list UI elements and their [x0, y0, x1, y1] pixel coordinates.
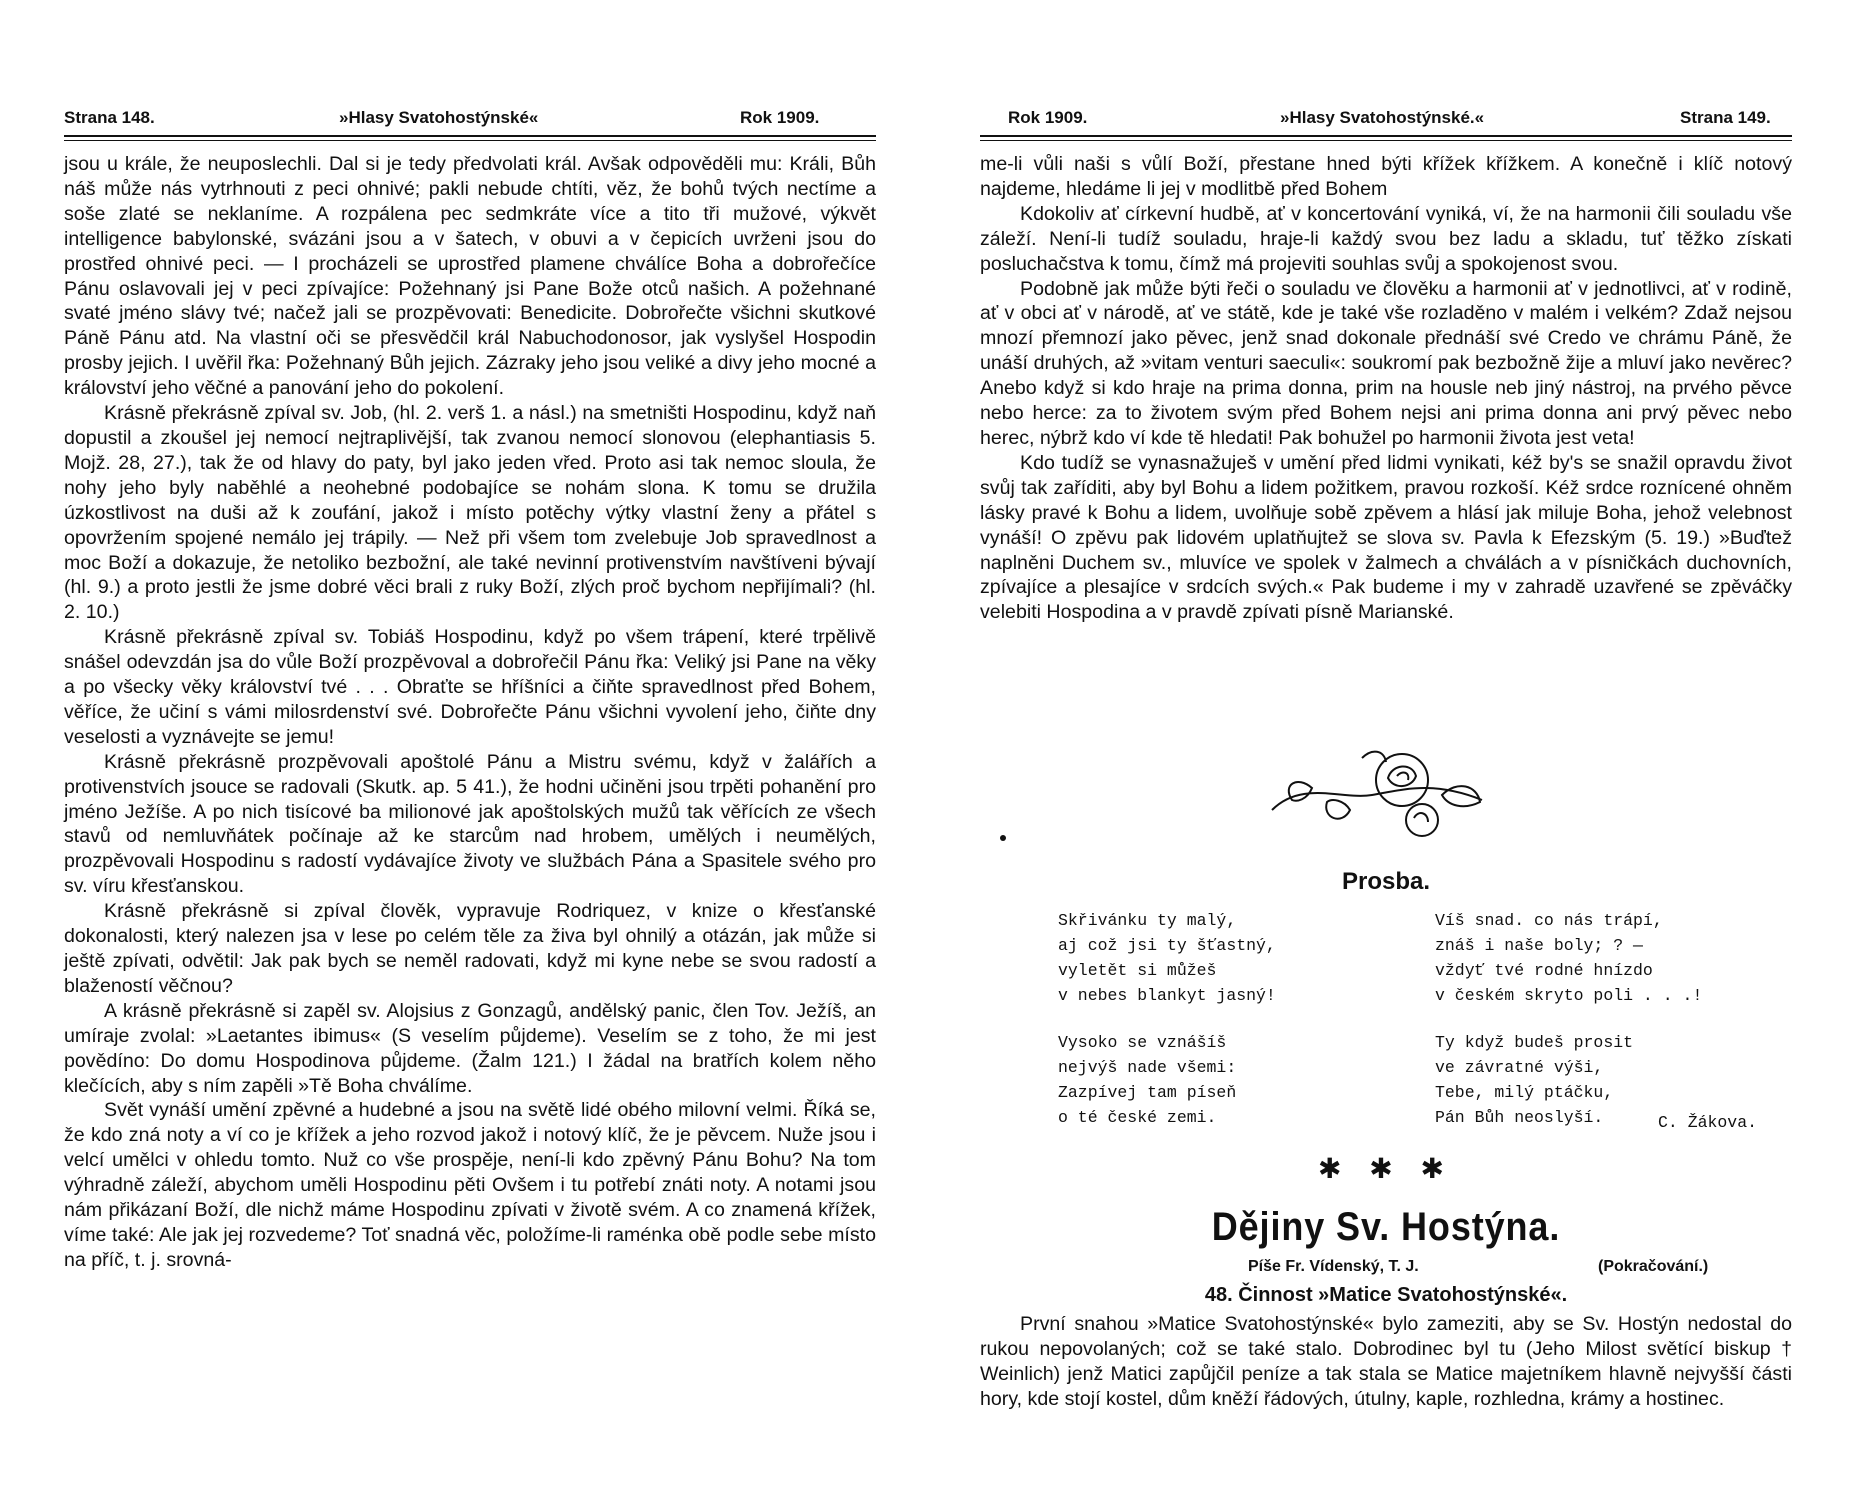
section-heading: 48. Činnost »Matice Svatohostýnské«.	[1204, 1284, 1568, 1306]
paragraph: Kdo tudíž se vynasnažuješ v umění před lidmi vynikati, kéž by's se snažil opravdu život svůj tak zaříditi, aby byl Bohu a lidem požitkem, pravou rozkoší. Kéž srdce roznícené ohněm lásky pravé k Bohu a lidem, uvolňuje sobě zpěvem a hlásí jak miluje Boha, jehož velebnost vynáší! O zpěvu pak lidovém uplatňujtež se slova sv. Pavla k Efezským (5. 19.) »Buďtež naplněni Duchem sv., mluvíce ve spolek v žalmech a chválách a v písničkách duchovních, zpívajíce a plesajíce v srdcích svých.« Pak budeme i my v zahradě uzavřené se zpěváčky velebiti Hospodina a v pravdě zpívati písně Marianské.	[980, 451, 1792, 624]
page-number: Strana 149.	[1680, 108, 1771, 127]
poem-line: v nebes blankyt jasný!	[1058, 986, 1276, 1005]
ink-dot	[1000, 835, 1006, 841]
paragraph: První snahou »Matice Svatohostýnské« bylo zameziti, aby se Sv. Hostýn nedostal do rukou nepovolaných; což se také stalo. Dobrodinec byl tu (Jeho Milost světící biskup † Weinlich) jenž Matici zapůjčil peníze a tak stala se Matice majetníkem hlavně nejvyšší části hory, kde stojí kostel, dům kněží řádových, útulny, kaple, rozhledna, krámy a hostinec.	[980, 1313, 1792, 1410]
poem-line: Skřivánku ty malý,	[1058, 911, 1237, 930]
paragraph: Krásně překrásně prozpěvovali apoštolé Pánu a Mistru svému, když v žalářích a protivenstvích jsouce se radovali (Skutk. ap. 5 41.), že hodni učiněni jsou trpěti pohanění pro jméno Ježíše. A po nich tisícové ba milionové jak apoštolských mužů tak věřících ze všech stavů od nemluvňátek počínaje až ke starcům nad hrobem, umělých i neumělých, prozpěvovali Hospodinu s radostí vydávajíce životy ve službách Pána a Spasitele svého pro sv. víru křesťanskou.	[64, 750, 876, 898]
left-body	[64, 152, 876, 1273]
paragraph: Podobně jak může býti řeči o souladu ve člověku a harmonii ať v jednotlivci, ať v rodině, ať v obci ať v národě, ať ve státě, kde je také vše rozladěno v malém i velkém? Zdaž nejsou mnozí přemnozí jako pěvec, jenž snad dokonale přednáší své Credo ve chrámu Páně, že unáší druhých, až »vitam venturi saeculi«: soukromí pak bezbožně žije a mluví jako nevěrec? Anebo když si kdo hraje na prima donna, prim na housle neb jiný nástroj, na prvého pěvce nebo herce: za to životem svým před Bohem nejsi ani prima donna ani prvý pěvec nebo herec, nýbrž kdo ví kde tě hledati! Pak bohužel po harmonii života jest veta!	[980, 277, 1792, 449]
poem-column-1	[1058, 908, 1276, 1130]
poem-line: Vysoko se vznášíš	[1058, 1033, 1227, 1052]
rose-ornament	[1252, 740, 1512, 850]
header-rule	[980, 135, 1792, 137]
page-header	[64, 108, 874, 136]
byline: Píše Fr. Vídenský, T. J.	[1248, 1258, 1419, 1275]
section-stars: ✱ ✱ ✱	[1318, 1153, 1454, 1184]
poem-author: C. Žákova.	[1658, 1113, 1758, 1132]
year: Rok 1909.	[740, 108, 820, 127]
paragraph: Krásně překrásně si zpíval člověk, vypravuje Rodriquez, v knize o křesťanské dokonalosti, který nalezen jsa v lese po celém těle za živa byl ohnilý a otázán, jak může si ještě zpívati, odvětil: Jak pak bych se neměl radovati, když mi kyne nebe se svou radostí a blažeností věčnou?	[64, 900, 876, 997]
journal-title: »Hlasy Svatohostýnské«	[339, 108, 539, 127]
poem-line: ve závratné výši,	[1435, 1058, 1604, 1077]
poem-line: vyletět si můžeš	[1058, 961, 1217, 980]
article-title: Dějiny Sv. Hostýna.	[1211, 1205, 1561, 1249]
year: Rok 1909.	[1008, 108, 1088, 127]
poem-line: znáš i naše boly; ? —	[1435, 936, 1643, 955]
page-number: Strana 148.	[64, 108, 155, 127]
header-rule-thin	[980, 140, 1792, 141]
poem-line: o té české zemi.	[1058, 1108, 1217, 1127]
paragraph: me-li vůli naši s vůlí Boží, přestane hned býti křížek křížkem. A konečně i klíč notový najdeme, hledáme li jej v modlitbě před Bohem	[980, 153, 1792, 200]
poem-line: Pán Bůh neoslyší.	[1435, 1108, 1604, 1127]
header-rule-thin	[64, 140, 876, 141]
paragraph: Krásně překrásně zpíval sv. Job, (hl. 2. verš 1. a násl.) na smetništi Hospodinu, když naň dopustil a zkoušel jej nemocí nejtraplivější, tak zvanou nemocí slonovou (elephantiasis 5. Mojž. 28, 27.), tak že od hlavy do paty, byl jako jeden vřed. Proto asi tak nemoc sloula, že nohy jeho byly naběhlé a neohebné podobajíce se nohám slona. K tomu se družila úzkostlivost na duši až k zoufání, jakož i místo potěchy výtky vlastní ženy a přátel s opovržením spojené nemálo jej trápily. — Než při všem tom zvelebuje Job spravedlnost a moc Boží a dokazuje, že netoliko bezbožní, ale také nevinní protivenstvím navštíveni bývají (hl. 9.) a proto jestli že jsme dobré věci brali z ruky Boží, zlých proč bychom nepřijímali? (hl. 2. 10.)	[64, 402, 876, 624]
right-body	[980, 152, 1792, 625]
right-page	[980, 0, 1800, 1500]
paragraph: Svět vynáší umění zpěvné a hudebné a jsou na světě lidé obého milovní velmi. Říká se, že kdo zná noty a ví co je křížek a jeho rozvod jakož i notový klíč, že je pěvcem. Nuže jsou i velcí umělci v ohledu tomto. Nuž co vše prospěje, není-li kdo zpěvný Pánu Bohu? Na tom výhradně záleží, abychom uměli Hospodinu pěti Ovšem i tu potřebí znáti noty. A notami jsou nám přikázaní Boží, dle nichž máme Hospodinu zpívati v životě svém. A co znamená křížek, víme také: Ale jak jej rozvedeme? Toť snadná věc, položíme-li raménka obě podle sebe místo na příč, t. j. srovná-	[64, 1099, 876, 1271]
poem-line: Zazpívej tam píseň	[1058, 1083, 1237, 1102]
poem-line: Tebe, milý ptáčku,	[1435, 1083, 1614, 1102]
header-rule	[64, 135, 876, 137]
poem-line: vždyť tvé rodné hnízdo	[1435, 961, 1653, 980]
paragraph: Kdokoliv ať církevní hudbě, ať v koncertování vyniká, ví, že na harmonii čili souladu vše záleží. Není-li tudíž souladu, hraje-li každý svou bez ladu a skladu, tuť těžko získati posluchačstva k tomu, čímž má projeviti souhlas svůj a spokojenost svou.	[980, 202, 1792, 275]
poem-column-2	[1435, 908, 1702, 1130]
poem-title: Prosba.	[1341, 868, 1431, 895]
paragraph: Krásně překrásně zpíval sv. Tobiáš Hospodinu, když po všem trápení, které trpělivě snášel odevzdán jsa do vůle Boží prozpěvoval a dobrořečil Pánu řka: Veliký jsi Pane na věky a po všecky věky království tvé . . . Obraťte se hříšníci a čiňte spravedlnost před Bohem, věříce, že učiní s vámi milosrdenství své. Dobrořečte Pánu všichni vyvolení jeho, čiňte dny veselosti a vyznávejte se jemu!	[64, 626, 876, 748]
article-body	[980, 1312, 1792, 1412]
left-page	[64, 0, 884, 1500]
journal-title: »Hlasy Svatohostýnské.«	[1280, 108, 1485, 127]
poem-line: Víš snad. co nás trápí,	[1435, 911, 1663, 930]
page-header	[980, 108, 1790, 136]
poem-line: Ty když budeš prosit	[1435, 1033, 1634, 1052]
paragraph: jsou u krále, že neuposlechli. Dal si je tedy předvolati král. Avšak odpověděli mu: Králi, Bůh náš může nás vytrhnouti z peci ohnivé; pakli nebude chtíti, věz, že bohů tvých nectíme a soše zlaté se neklaníme. A rozpálena pec sedmkráte více a tito tři mužové, výkvět intelligence babylonské, svázáni jsou a v šatech, v obuvi a v čepicích uvrženi jsou do prostřed ohnivé peci. — I procházeli se uprostřed plamene chválíce Boha a dobrořečíce Pánu oslavovali jej v peci zpívajíce: Požehnaný jsi Pane Bože otců našich. A požehnané svaté jméno slávy tvé; načež jali se prozpěvovati: Benedicite. Dobrořečte všichni skutkové Páně Pánu atd. Na vlastní oči se přesvědčil král Nabuchodonosor, jak vyslyšel Hospodin prosby jejich. I uvěřil řka: Požehnaný Bůh jejich. Zázraky jeho jsou veliké a divy jeho mocné a království jeho věčné a panování jeho do pokolení.	[64, 153, 876, 400]
poem-line: aj což jsi ty šťastný,	[1058, 936, 1276, 955]
paragraph: A krásně překrásně si zapěl sv. Alojsius z Gonzagů, andělský panic, člen Tov. Ježíš, an umíraje zvolal: »Laetantes ibimus« (S veselím půjdeme). Veselím se z toho, že mi jest povědíno: Do domu Hospodinova půjdeme. (Žalm 121.) I žádal na bratřích kolem něho klečících, aby s ním zapěli »Tě Boha chválíme.	[64, 999, 876, 1097]
continued-note: (Pokračování.)	[1598, 1258, 1709, 1275]
poem-line: v českém skryto poli . . .!	[1435, 986, 1703, 1005]
poem-line: nejvýš nade všemi:	[1058, 1058, 1237, 1077]
